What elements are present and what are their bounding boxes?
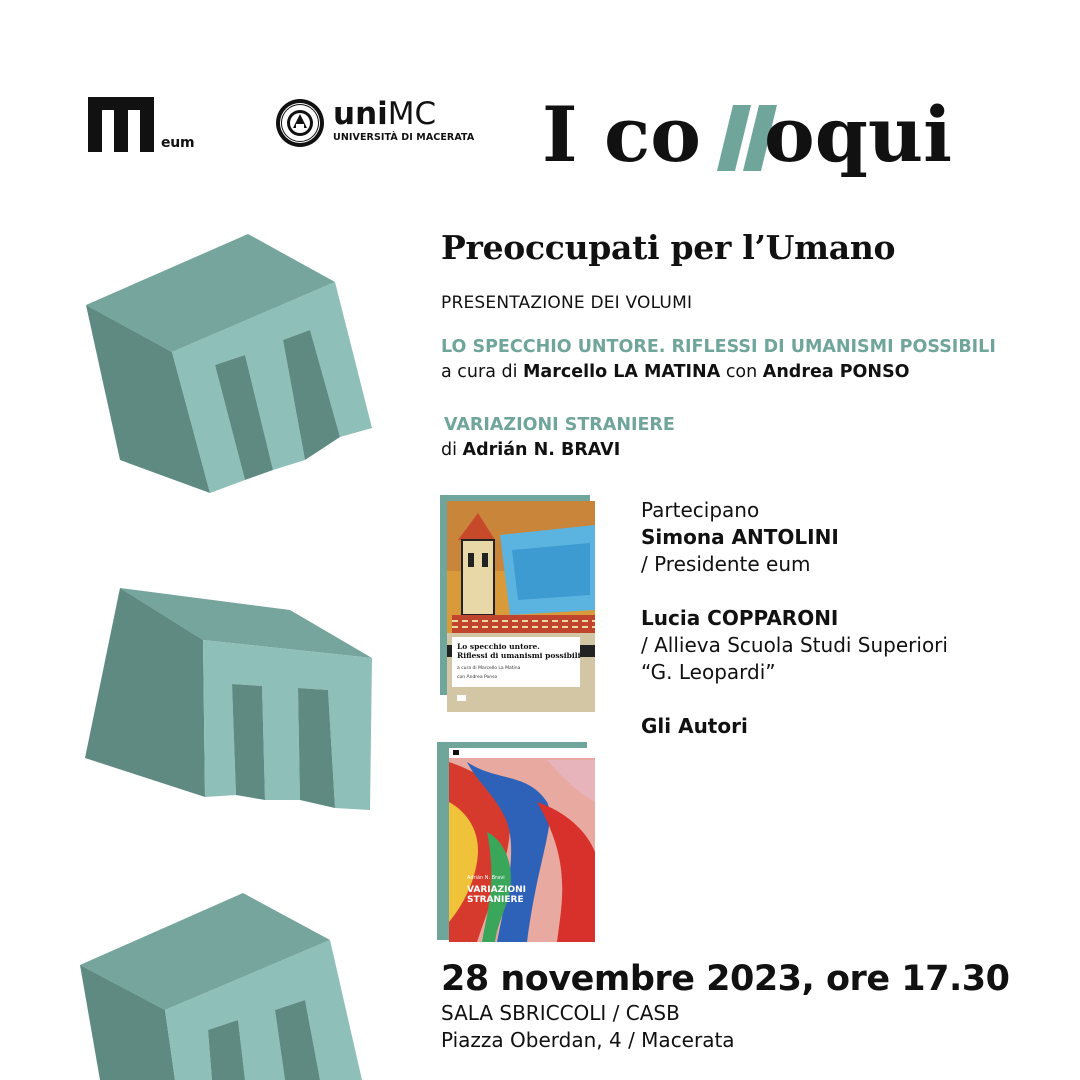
volume-2-by-prefix: di	[441, 440, 463, 460]
unimc-wordmark	[333, 96, 436, 132]
volume-2-credits	[441, 437, 675, 463]
venue-address: Piazza Oberdan, 4 / Macerata	[441, 1028, 735, 1052]
participant-2-role-line2: “G. Leopardi”	[641, 660, 776, 684]
university-seal-icon	[275, 98, 325, 148]
volume-1-mid: con	[720, 362, 763, 382]
cube-3	[80, 893, 362, 1080]
cover-1-title: Lo specchio untore.	[457, 642, 540, 651]
book-cover-1	[440, 495, 595, 712]
participants-closing: Gli Autori	[641, 714, 748, 738]
participants-heading: Partecipano	[641, 498, 760, 522]
unimc-bold: uni	[333, 96, 388, 132]
unimc-subtitle: UNIVERSITÀ DI MACERATA	[333, 132, 475, 143]
volume-2-title: VARIAZIONI STRANIERE	[444, 415, 675, 435]
participant-1-role: / Presidente eum	[641, 552, 811, 576]
venue-name: SALA SBRICCOLI / CASB	[441, 1001, 680, 1025]
eum-logo	[88, 97, 203, 157]
cube-1	[86, 234, 372, 493]
cover-1-line1: a cura di Marcello La Matina	[457, 666, 521, 671]
volume-1-credits	[441, 359, 996, 385]
event-venue	[441, 1000, 735, 1054]
cover-1-subtitle: Riflessi di umanismi possibili	[457, 651, 581, 660]
series-title-pre: I co	[542, 90, 701, 179]
volume-1-title: LO SPECCHIO UNTORE. RIFLESSI DI UMANISMI POSSIBILI	[441, 337, 996, 357]
event-title: Preoccupati per l’Umano	[441, 228, 896, 267]
cover-2-title1: VARIAZIONI	[467, 885, 526, 895]
unimc-rest: MC	[387, 96, 437, 132]
volume-1-author: Marcello LA MATINA	[523, 362, 721, 382]
participant-2-role: / Allieva Scuola Studi Superiori	[641, 633, 948, 657]
event-kicker: PRESENTAZIONE DEI VOLUMI	[441, 293, 693, 313]
cover-2-author: Adrián N. Bravi	[467, 875, 505, 881]
volume-2-author: Adrián N. BRAVI	[462, 440, 621, 460]
participant-1-name: Simona ANTOLINI	[641, 525, 839, 549]
volume-1	[441, 335, 996, 385]
participants	[641, 497, 948, 740]
book-cover-2	[437, 742, 595, 942]
series-title	[542, 85, 962, 185]
cover-1-line2: con Andrea Ponso	[457, 675, 498, 680]
volume-1-by-prefix: a cura di	[441, 362, 524, 382]
cube-2	[85, 588, 372, 810]
participant-2-name: Lucia COPPARONI	[641, 606, 839, 630]
cover-2-title2: STRANIERE	[467, 895, 524, 905]
participant-block-2	[641, 605, 948, 686]
volume-2	[441, 413, 675, 463]
participant-block-1	[641, 497, 948, 578]
unimc-logo	[275, 98, 475, 153]
series-title-post: oqui	[764, 90, 952, 179]
event-date: 28 novembre 2023, ore 17.30	[441, 959, 1010, 999]
volume-1-coauthor: Andrea PONSO	[762, 362, 910, 382]
eum-label: eum	[161, 135, 195, 151]
decorative-cubes	[0, 0, 420, 1080]
eum-m-mark	[88, 97, 154, 152]
